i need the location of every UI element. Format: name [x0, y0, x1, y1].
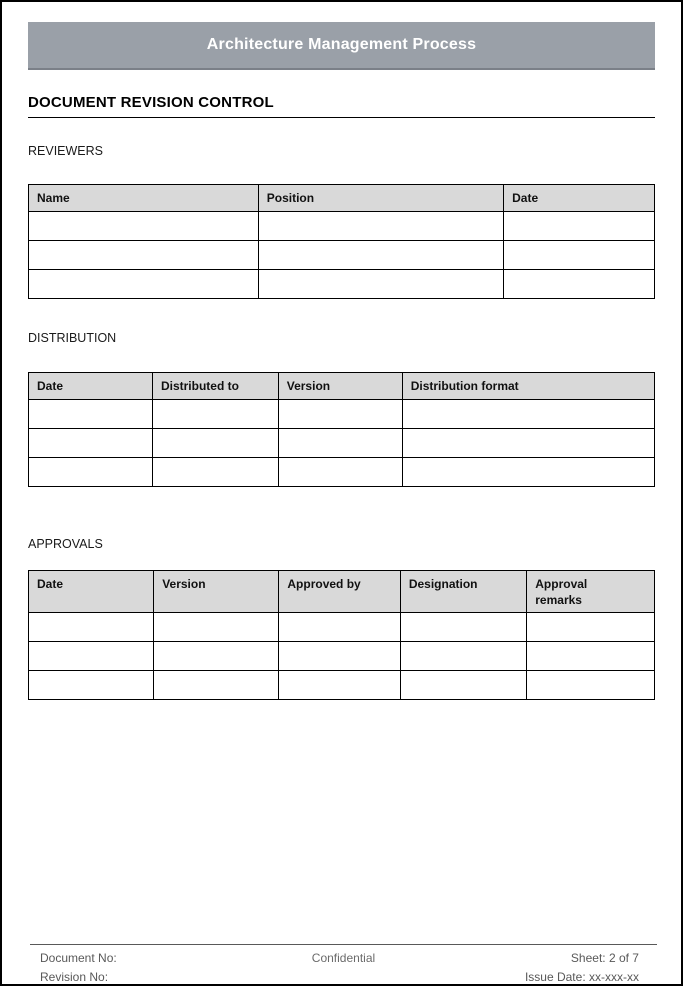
table-cell-empty[interactable] [29, 400, 153, 429]
sheet-number: Sheet: 2 of 7 [570, 951, 639, 965]
table-cell-empty[interactable] [504, 212, 655, 241]
column-header-name: Name [29, 185, 259, 212]
table-cell-empty[interactable] [400, 671, 526, 700]
footer-right-block [436, 949, 657, 986]
table-row [29, 400, 655, 429]
table-cell-empty[interactable] [278, 400, 402, 429]
table-cell-empty[interactable] [400, 613, 526, 642]
column-header-date: Date [29, 571, 154, 613]
reviewers-table [28, 184, 655, 299]
column-header-version: Version [154, 571, 279, 613]
table-cell-empty[interactable] [29, 429, 153, 458]
table-row [29, 270, 655, 299]
table-cell-empty[interactable] [29, 642, 154, 671]
table-cell-empty[interactable] [29, 241, 259, 270]
table-row [29, 671, 655, 700]
table-cell-empty[interactable] [279, 613, 400, 642]
distribution-table [28, 372, 655, 487]
table-cell-empty[interactable] [402, 458, 654, 487]
footer-left-block [30, 949, 251, 986]
table-cell-empty[interactable] [278, 429, 402, 458]
table-row [29, 613, 655, 642]
table-cell-empty[interactable] [527, 642, 655, 671]
page-heading: DOCUMENT REVISION CONTROL [28, 94, 655, 118]
footer-center-block [251, 949, 435, 986]
table-cell-empty[interactable] [527, 671, 655, 700]
column-header-approval-remarks [527, 571, 655, 613]
table-cell-empty[interactable] [527, 613, 655, 642]
table-cell-empty[interactable] [402, 400, 654, 429]
table-cell-empty[interactable] [29, 212, 259, 241]
issue-date: Issue Date: xx-xxx-xx [524, 970, 639, 984]
approvals-table [28, 570, 655, 700]
column-header-designation: Designation [400, 571, 526, 613]
column-header-version: Version [278, 373, 402, 400]
table-row [29, 642, 655, 671]
table-row [29, 212, 655, 241]
table-cell-empty[interactable] [154, 671, 279, 700]
table-cell-empty[interactable] [258, 241, 503, 270]
table-cell-empty[interactable] [400, 642, 526, 671]
column-header-date: Date [29, 373, 153, 400]
table-header-row [29, 185, 655, 212]
table-cell-empty[interactable] [402, 429, 654, 458]
revision-no-label: Revision No: [40, 970, 109, 984]
table-cell-empty[interactable] [29, 671, 154, 700]
column-header-distribution-format: Distribution format [402, 373, 654, 400]
table-cell-empty[interactable] [29, 458, 153, 487]
table-row [29, 458, 655, 487]
table-row [29, 429, 655, 458]
document-title: Architecture Management Process [206, 36, 477, 53]
table-cell-empty[interactable] [152, 429, 278, 458]
table-cell-empty[interactable] [154, 642, 279, 671]
table-cell-empty[interactable] [504, 241, 655, 270]
section-label-distribution: DISTRIBUTION [28, 331, 117, 345]
table-cell-empty[interactable] [279, 642, 400, 671]
page-footer [30, 944, 657, 986]
table-header-row [29, 373, 655, 400]
table-cell-empty[interactable] [152, 400, 278, 429]
document-no-label: Document No: [40, 951, 117, 965]
section-label-approvals: APPROVALS [28, 537, 103, 551]
column-header-approval-remarks-label: Approval remarks [535, 577, 588, 607]
column-header-position: Position [258, 185, 503, 212]
table-header-row [29, 571, 655, 613]
table-cell-empty[interactable] [278, 458, 402, 487]
table-cell-empty[interactable] [152, 458, 278, 487]
table-cell-empty[interactable] [258, 270, 503, 299]
column-header-distributed-to: Distributed to [152, 373, 278, 400]
table-cell-empty[interactable] [154, 613, 279, 642]
table-cell-empty[interactable] [258, 212, 503, 241]
table-row [29, 241, 655, 270]
table-cell-empty[interactable] [29, 270, 259, 299]
table-cell-empty[interactable] [29, 613, 154, 642]
section-label-reviewers: REVIEWERS [28, 144, 104, 158]
confidential-label: Confidential [311, 951, 376, 965]
table-cell-empty[interactable] [504, 270, 655, 299]
column-header-date: Date [504, 185, 655, 212]
title-banner [28, 22, 655, 70]
column-header-approved-by: Approved by [279, 571, 400, 613]
table-cell-empty[interactable] [279, 671, 400, 700]
